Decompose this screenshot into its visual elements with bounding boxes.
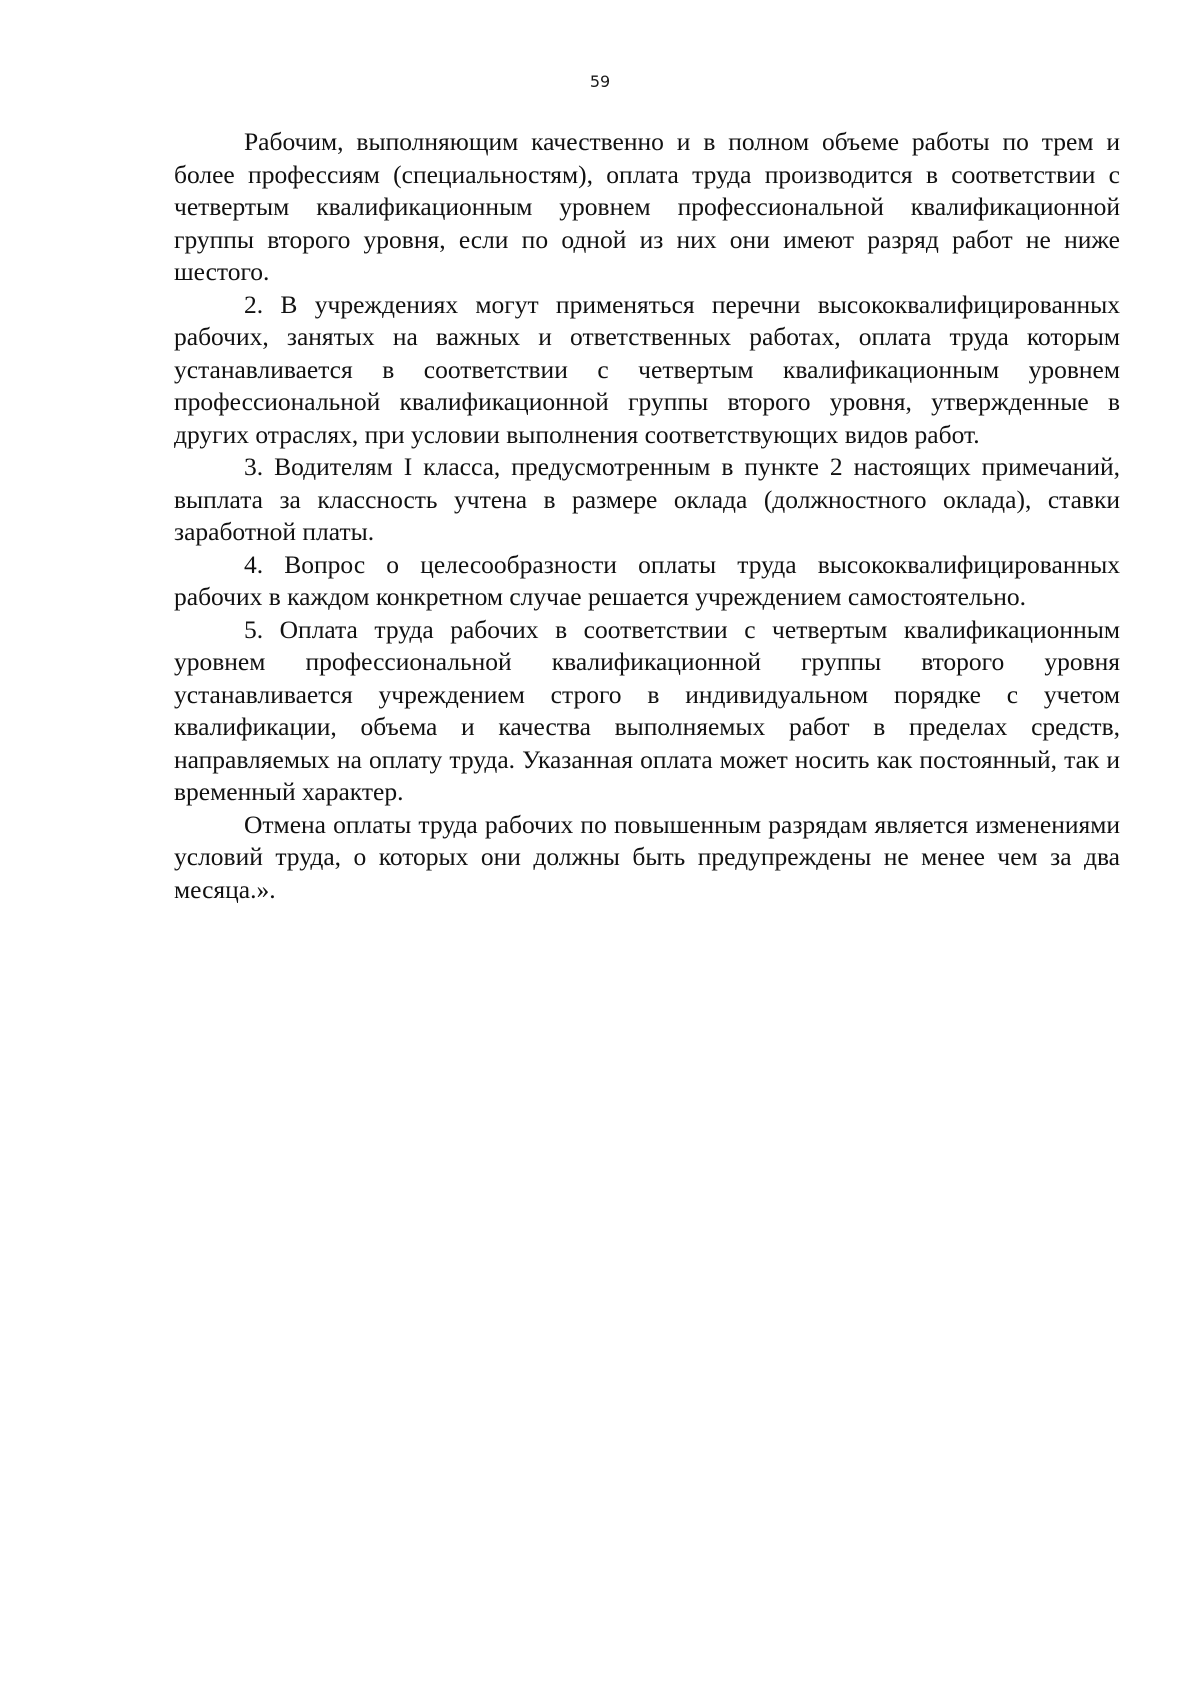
document-body [174,126,1120,906]
paragraph-note-3: 3. Водителям I класса, предусмотренным в пункте 2 настоящих примечаний, выплата за классность учтена в размере оклада (должностного оклада), ставки заработной платы. [174,452,1120,546]
paragraph-workers-multiple-professions: Рабочим, выполняющим качественно и в полном объеме работы по трем и более профессиям (специальностям), оплата труда производится в соответствии с четвертым квалификационным уровнем профессиональной квалификационной группы второго уровня, если по одной из них они имеют разряд работ не ниже шестого. [174,127,1120,286]
paragraph-note-5: 5. Оплата труда рабочих в соответствии с четвертым квалификационным уровнем профессиональной квалификационной группы второго уровня устанавливается учреждением строго в индивидуальном порядке с учетом квалификации, объема и качества выполняемых работ в пределах средств, направляемых на оплату труда. Указанная оплата может носить как постоянный, так и временный характер. [174,614,1120,806]
paragraph-note-2: 2. В учреждениях могут применяться перечни высококвалифицированных рабочих, занятых на важных и ответственных работах, оплата труда которым устанавливается в соответствии с четвертым квалификационным уровнем профессиональной квалификационной группы второго уровня, утвержденные в других отраслях, при условии выполнения соответствующих видов работ. [174,289,1120,449]
page-number: 59 [589,72,611,91]
paragraph-cancellation: Отмена оплаты труда рабочих по повышенным разрядам является изменениями условий труда, о которых они должны быть предупреждены не менее чем за два месяца.». [174,809,1120,904]
paragraph-note-4: 4. Вопрос о целесообразности оплаты труда высококвалифицированных рабочих в каждом конкретном случае решается учреждением самостоятельно. [174,549,1120,611]
